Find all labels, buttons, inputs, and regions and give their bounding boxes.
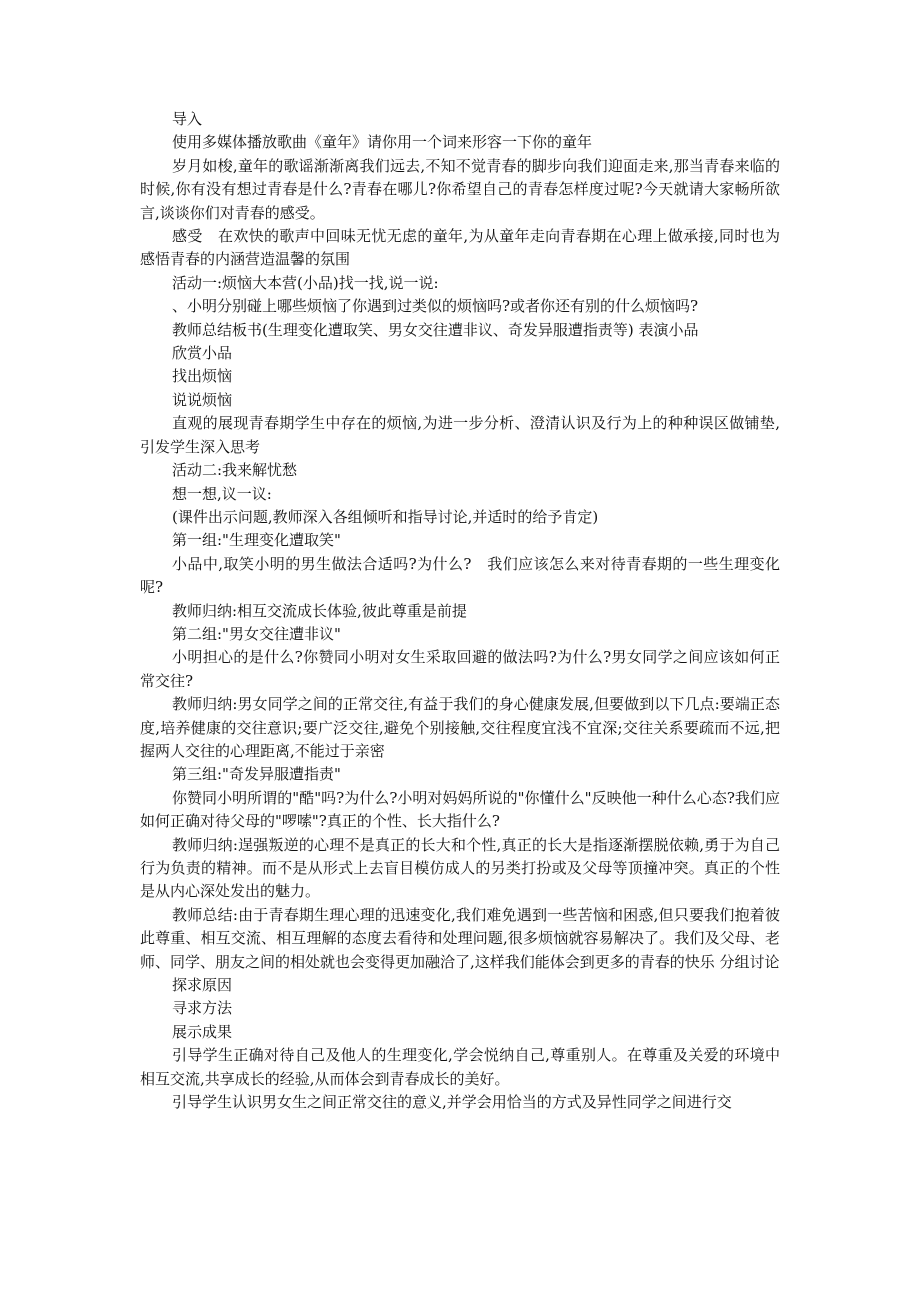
paragraph-activity-one-question: 、小明分别碰上哪些烦恼了你遇到过类似的烦恼吗?或者你还有别的什么烦恼吗? (172, 297, 699, 316)
paragraph-group-two-question: 小明担心的是什么?你赞同小明对女生采取回避的做法吗?为什么?男女同学之间应该如何正常交往? (140, 648, 780, 690)
paragraph-activity-one-purpose: 直观的展现青春期学生中存在的烦恼,为进一步分析、澄清认识及行为上的种种误区做铺垫,引发学生深入思考 (140, 414, 780, 456)
paragraph-group-one-conclusion: 教师归纳:相互交流成长体验,彼此尊重是前提 (172, 601, 467, 620)
paragraph-group-three-conclusion: 教师归纳:逞强叛逆的心理不是真正的长大和个性,真正的长大是指逐渐摆脱依赖,勇于为自己行为负责的精神。而不是从形式上去盲目模仿成人的另类打扮或及父母等顶撞冲突。真正的个性是从内心深处发出的魅力。 (140, 835, 780, 901)
document-body (140, 108, 780, 1114)
paragraph-find-worries: 找出烦恼 (172, 367, 233, 386)
paragraph-group-three: 第三组:"奇发异服遭指责" (172, 765, 341, 784)
paragraph-show-results: 展示成果 (172, 1022, 233, 1041)
paragraph-group-two: 第二组:"男女交往遭非议" (172, 624, 341, 643)
paragraph-guide-interaction: 引导学生认识男女生之间正常交往的意义,并学会用恰当的方式及异性同学之间进行交 (172, 1093, 732, 1112)
paragraph-intro-heading: 导入 (172, 110, 203, 128)
paragraph-intro-song: 使用多媒体播放歌曲《童年》请你用一个词来形容一下你的童年 (172, 133, 593, 152)
paragraph-guide-physiological: 引导学生正确对待自己及他人的生理变化,学会悦纳自己,尊重别人。在尊重及关爱的环境中相互交流,共享成长的经验,从而体会到青春成长的美好。 (140, 1046, 780, 1088)
paragraph-group-three-question: 你赞同小明所谓的"酷"吗?为什么?小明对妈妈所说的"你懂什么"反映他一种什么心态?我们应如何正确对待父母的"啰嗦"?真正的个性、长大指什么? (140, 788, 780, 831)
paragraph-seek-methods: 寻求方法 (172, 999, 233, 1018)
paragraph-teacher-final-summary: 教师总结:由于青春期生理心理的迅速变化,我们难免遇到一些苦恼和困惑,但只要我们抱着彼此尊重、相互交流、相互理解的态度去看待和处理问题,很多烦恼就容易解决了。我们及父母、老师、同学、朋友之间的相处就也会变得更加融洽了,这样我们能体会到更多的青春的快乐 分组讨论 (140, 905, 780, 971)
paragraph-activity-one: 活动一:烦恼大本营(小品)找一找,说一说: (172, 273, 439, 292)
paragraph-intro-text: 岁月如梭,童年的歌谣渐渐离我们远去,不知不觉青春的脚步向我们迎面走来,那当青春来临的时候,你有没有想过青春是什么?青春在哪儿?你希望自己的青春怎样度过呢?今天就请大家畅所欲言,谈谈你们对青春的感受。 (140, 156, 780, 222)
paragraph-group-one-question: 小品中,取笑小明的男生做法合适吗?为什么? 我们应该怎么来对待青春期的一些生理变化呢? (140, 554, 780, 597)
paragraph-explore-causes: 探求原因 (172, 976, 233, 995)
paragraph-activity-two: 活动二:我来解忧愁 (172, 461, 298, 480)
paragraph-feeling: 感受 在欢快的歌声中回味无忧无虑的童年,为从童年走向青春期在心理上做承接,同时也为感悟青春的内涵营造温馨的氛围 (140, 227, 780, 269)
paragraph-talk-worries: 说说烦恼 (172, 390, 233, 409)
paragraph-courseware-note: (课件出示问题,教师深入各组倾听和指导讨论,并适时的给予肯定) (172, 507, 599, 526)
paragraph-think-discuss: 想一想,议一议: (172, 484, 272, 503)
paragraph-group-one: 第一组:"生理变化遭取笑" (172, 531, 341, 550)
paragraph-teacher-summary-board: 教师总结板书(生理变化遭取笑、男女交往遭非议、奇发异服遭指责等) 表演小品 (172, 320, 699, 339)
paragraph-enjoy-skit: 欣赏小品 (172, 344, 233, 363)
paragraph-group-two-conclusion: 教师归纳:男女同学之间的正常交往,有益于我们的身心健康发展,但要做到以下几点:要端正态度,培养健康的交往意识;要广泛交往,避免个别接触,交往程度宜浅不宜深;交往关系要疏而不远,把握两人交往的心理距离,不能过于亲密 (140, 695, 780, 760)
